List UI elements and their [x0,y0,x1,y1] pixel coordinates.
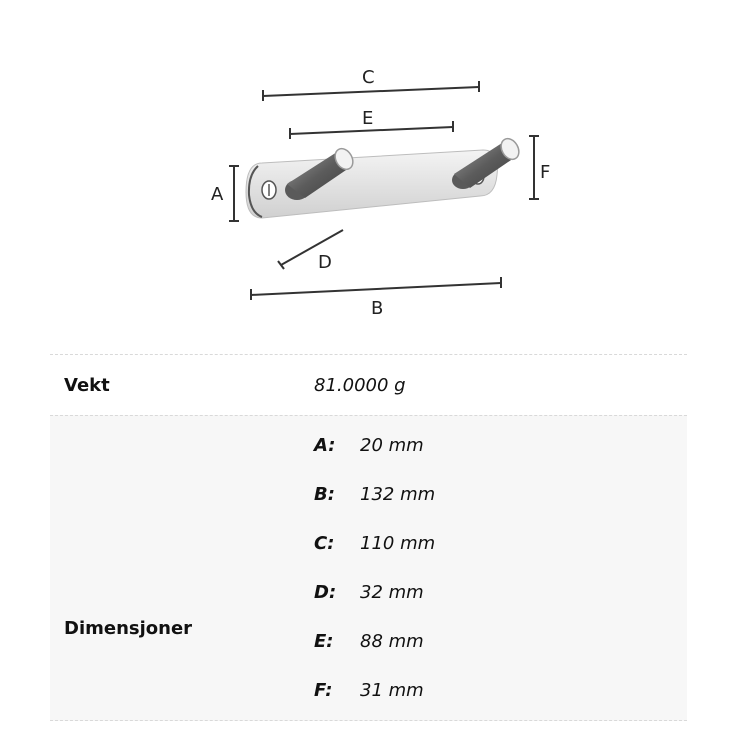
screw-hole-left-icon [262,181,276,199]
dimension-item-c: C: 110 mm [314,533,436,554]
label-b: B [371,298,384,319]
label-d: D [318,252,332,273]
weight-row [50,354,687,415]
dimension-c [263,67,479,101]
dimension-item-d: D: 32 mm [314,582,424,603]
weight-label: Vekt [64,375,110,396]
dimension-f [529,136,550,199]
spec-table [50,354,687,721]
label-e: E [362,108,374,129]
dimension-b [251,277,501,319]
label-a: A [211,184,224,205]
dimension-e [290,108,453,139]
dimensions-row [50,415,687,721]
dimension-item-b: B: 132 mm [314,484,436,505]
dimension-item-f: F: 31 mm [314,680,424,701]
dimension-a [211,166,239,221]
weight-value: 81.0000 g [314,375,406,396]
dimensions-label: Dimensjoner [64,618,193,639]
dimension-item-a: A: 20 mm [314,435,424,456]
dimension-item-e: E: 88 mm [314,631,424,652]
label-f: F [540,162,551,183]
hook-rail-diagram [0,0,752,340]
label-c: C [362,67,375,88]
dimension-d [278,230,343,273]
